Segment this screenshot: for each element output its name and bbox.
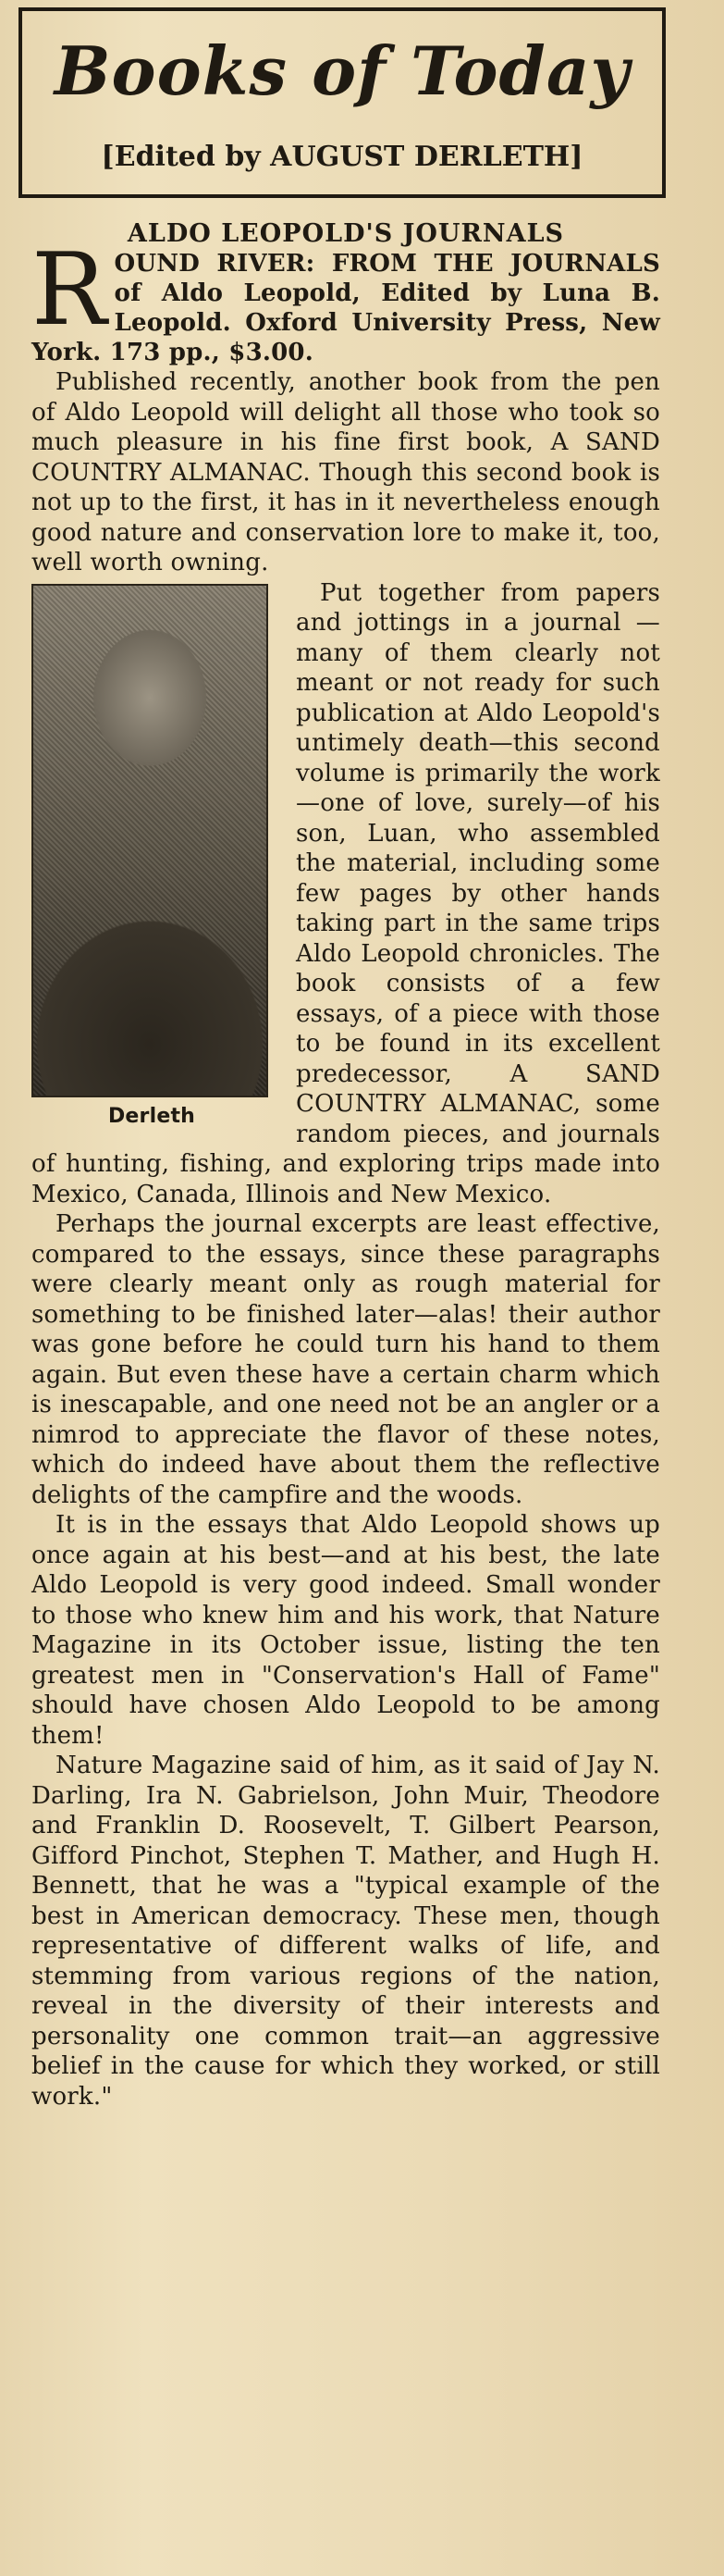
drop-cap-letter: R — [31, 232, 107, 348]
photo-caption: Derleth — [107, 1104, 196, 1128]
author-photo-block — [31, 584, 272, 1131]
article-headline: ALDO LEOPOLD'S JOURNALS — [127, 219, 565, 248]
paragraph-3: Perhaps the journal excerpts are least effective, compared to the essays, since these paragraphs were clearly meant only as rough material for something to be finished later—alas! their author was gone before he could turn his hand to them again. But even these have a certain charm which is inescapable, and one need not be an angler or a nimrod to appreciate the flavor of these notes, which do indeed have about them the reflective delights of the campfire and the woods. — [31, 1210, 660, 1509]
book-review-article — [31, 218, 660, 2112]
editor-credit: [Edited by AUGUST DERLETH] — [101, 141, 583, 173]
column-title: Books of Today — [54, 31, 631, 110]
book-citation-text: OUND RIVER: FROM THE JOURNALS of Aldo Leopold, Edited by Luna B. Leopold. Oxford University Press, New York. 173 pp., $3.00. — [31, 250, 660, 366]
paragraph-1-text: Published recently, another book from the pen of Aldo Leopold will delight all those who took so much pleasure in his fine first book, A SAND COUNTRY ALMANAC. Though this second book is not up to the first, it has in it nevertheless enough good nature and conservation lore to make it, too, well worth owning. — [31, 368, 660, 576]
column-masthead — [18, 7, 666, 198]
paragraph-4: It is in the essays that Aldo Leopold shows up once again at his best—and at his best, the late Aldo Leopold is very good indeed. Small wonder to those who knew him and his work, that Nature Magazine in its October issue, listing the ten greatest men in "Conservation's Hall of Fame" should have chosen Aldo Leopold to be among them! — [31, 1511, 660, 1750]
paragraph-5: Nature Magazine said of him, as it said of Jay N. Darling, Ira N. Gabrielson, John Muir, Theodore and Franklin D. Roosevelt, T. Gilbert Pearson, Gifford Pinchot, Stephen T. Mather, and Hugh H. Bennett, that he was a "typical example of the best in American democracy. These men, though representative of different walks of life, and stemming from various regions of the nation, reveal in the diversity of their interests and personality one common trait—an aggressive belief in the cause for which they worked, or still work." — [31, 1752, 660, 2111]
author-portrait-photo — [31, 584, 268, 1097]
paragraph-2: Put together from papers and jottings in a journal — many of them clearly not meant or not ready for such publication at Aldo Leopold's untimely death—this second volume is primarily the work—one of love, surely—of his son, Luan, who assembled the material, including some few pages by other hands taking part in the same trips Aldo Leopold chronicles. The book consists of a few essays, of a piece with those to be found in its excellent predecessor, A SAND COUNTRY ALMANAC, some random pieces, and journals of hunting, fishing, and exploring trips made into Mexico, Canada, Illinois and New Mexico. — [31, 578, 660, 1208]
paragraph-1-lead — [31, 367, 660, 578]
